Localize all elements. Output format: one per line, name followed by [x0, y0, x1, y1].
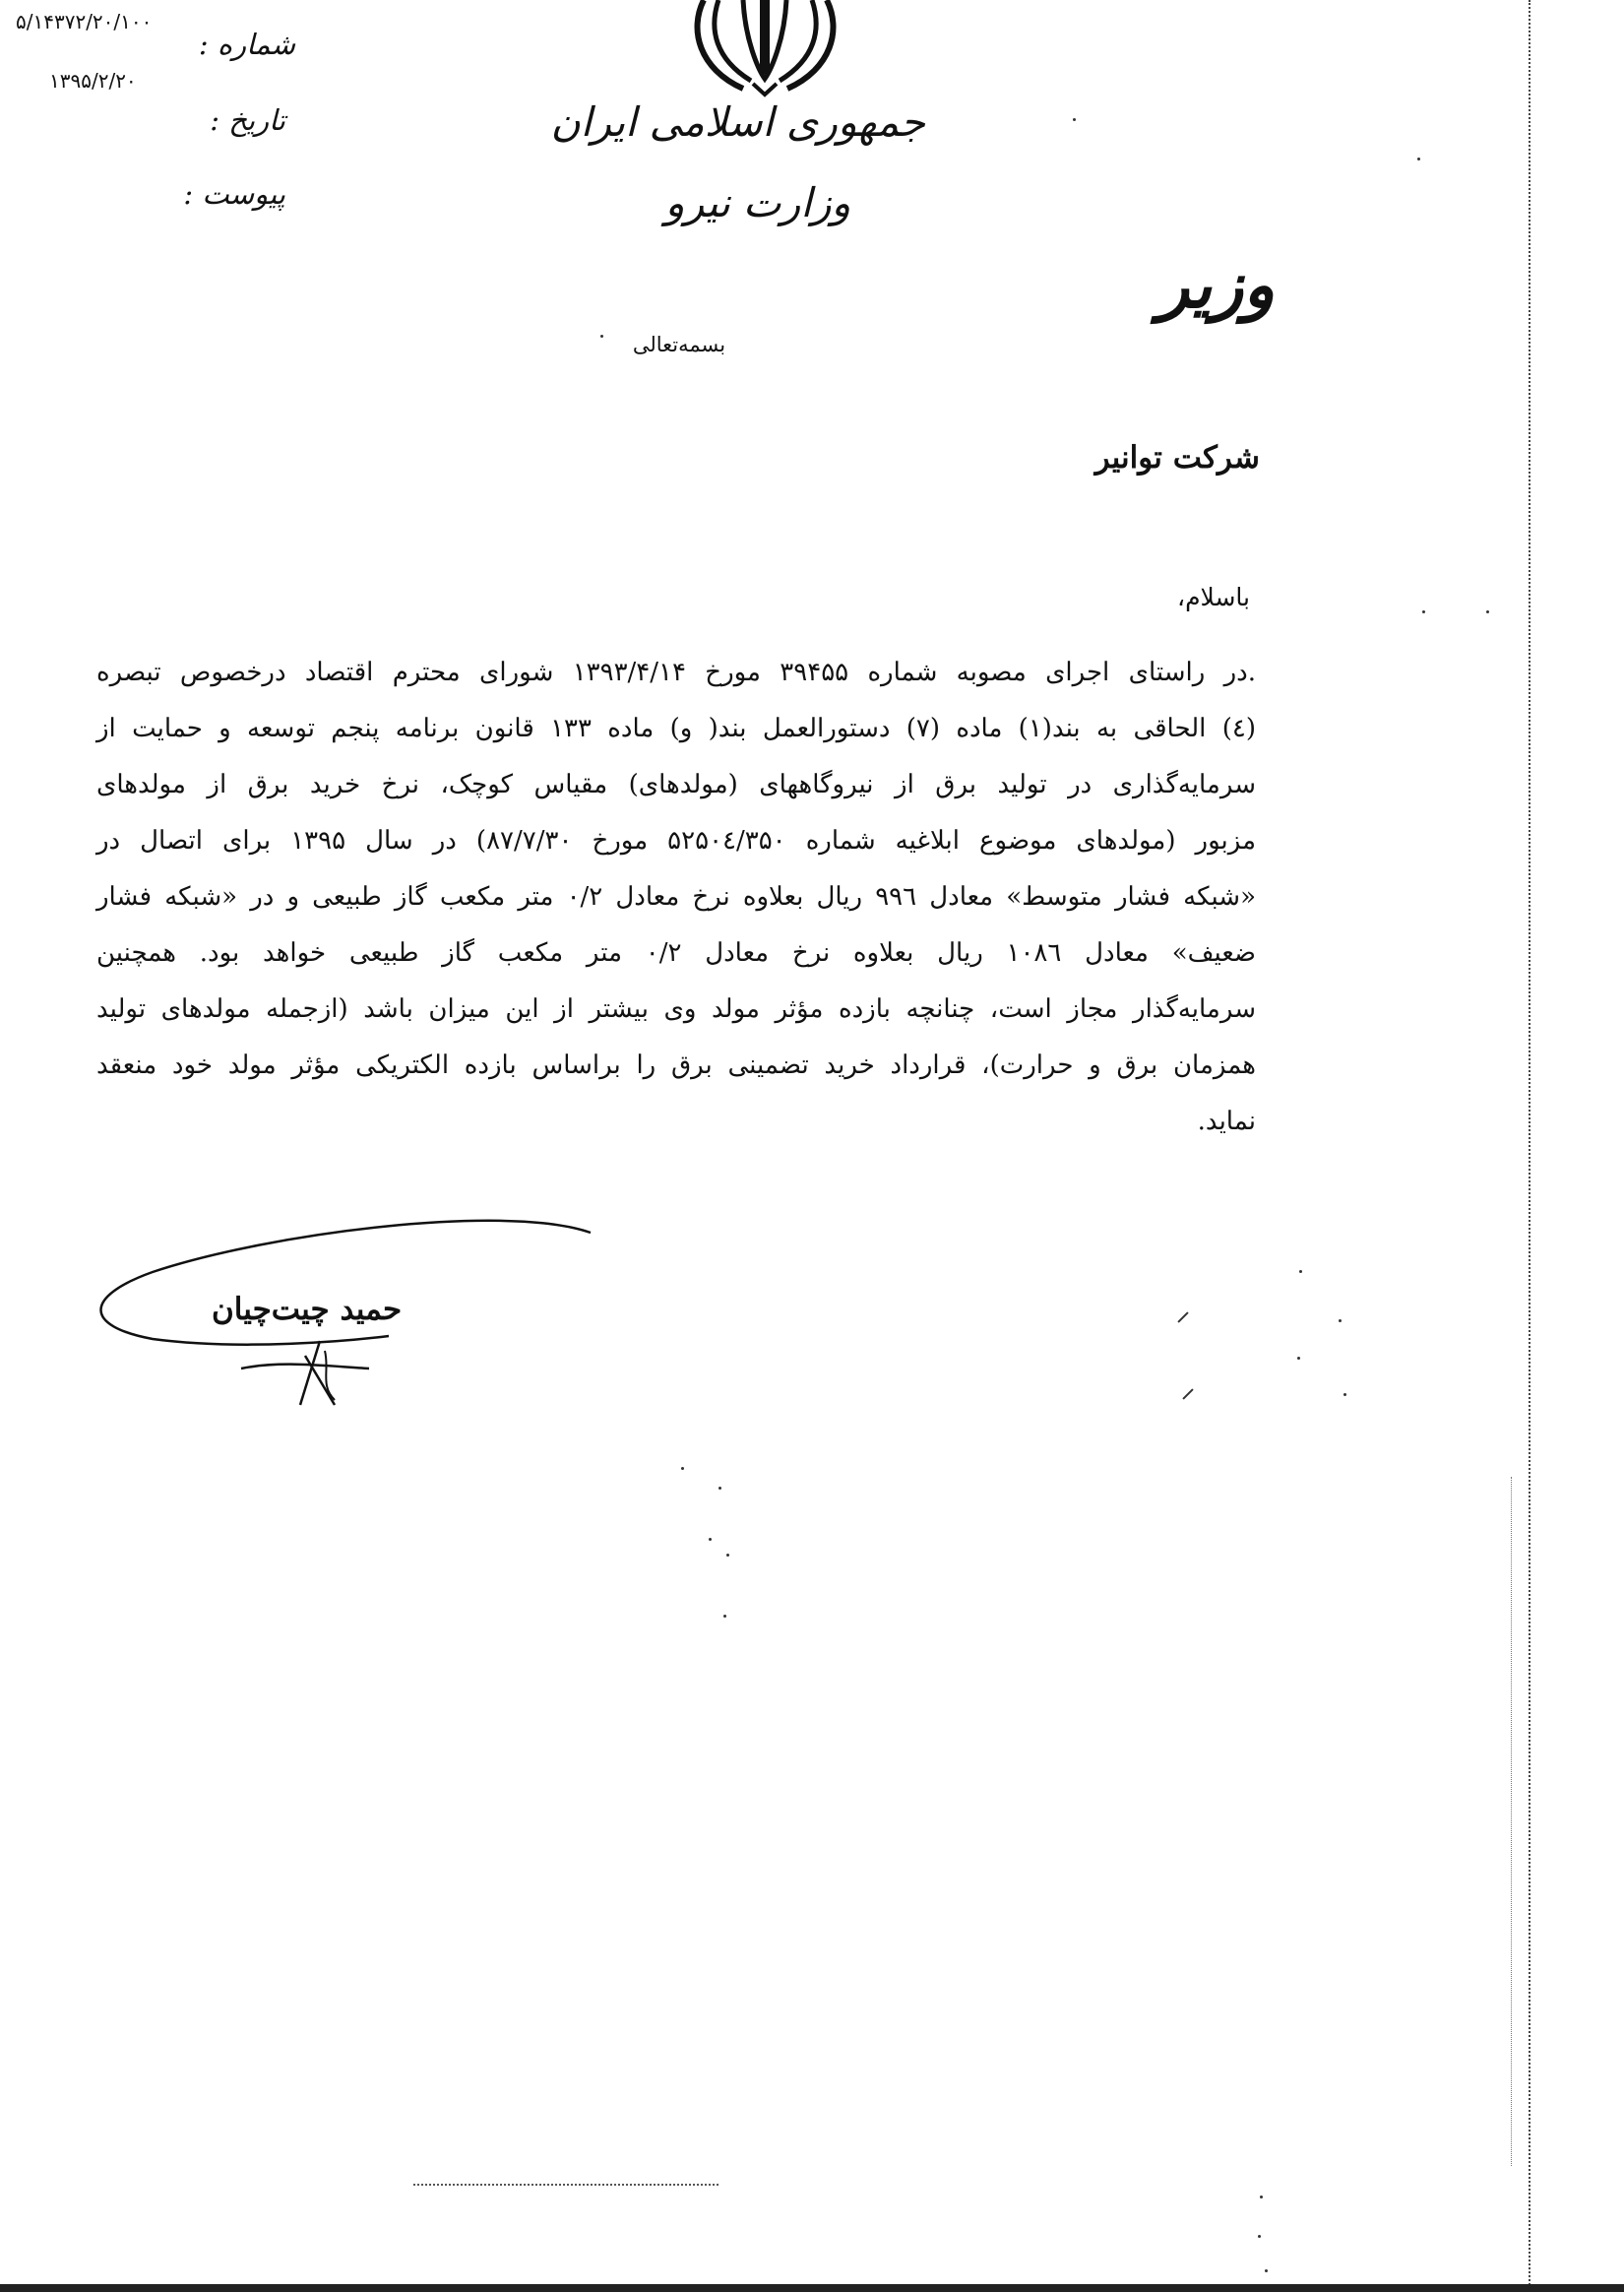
- attachment-label: پیوست :: [183, 177, 285, 211]
- scan-dot: [1265, 2269, 1268, 2272]
- scan-tick: [1182, 1388, 1193, 1399]
- body-line: .در راستای اجرای مصوبه شماره ۳۹۴۵۵ مورخ ۱۳۹۳/۴/۱۴ شورای محترم اقتصاد درخصوص تبصره: [96, 658, 1256, 687]
- scan-dot: [723, 1615, 726, 1618]
- scan-dot: [718, 1487, 721, 1490]
- body-line: ضعیف» معادل ۱۰۸٦ ریال بعلاوه نرخ معادل ۰/۲ متر مکعب گاز طبیعی خواهد بود. همچنین: [96, 938, 1256, 968]
- scan-dot: [709, 1538, 712, 1541]
- letter-number-value: ۵/۱۴۳۷۲/۲۰/۱۰۰: [16, 10, 153, 33]
- emblem-icon: [684, 0, 846, 98]
- body-line: «شبکه فشار متوسط» معادل ۹۹٦ ریال بعلاوه نرخ معادل ۰/۲ متر مکعب گاز طبیعی و در «شبکه فشار: [96, 882, 1257, 912]
- number-label: شماره :: [198, 28, 295, 61]
- signer-name: حمید چیت‌چیان: [212, 1292, 403, 1327]
- scan-bottom-edge: [0, 2284, 1624, 2292]
- scan-dot: [681, 1467, 684, 1470]
- scan-dot: [1258, 2235, 1261, 2238]
- basmala: بسمه‌تعالی: [632, 333, 726, 356]
- scan-dot: [1073, 118, 1076, 121]
- body-line: (٤) الحاقی به بند(۱) ماده (۷) دستورالعمل بند( و) ماده ۱۳۳ قانون برنامه پنجم توسعه و حمایت از: [96, 714, 1256, 743]
- scan-tick: [1177, 1311, 1188, 1322]
- minister-title: وزیر: [1157, 246, 1275, 323]
- scan-mark: [1299, 1270, 1302, 1273]
- body-line: سرمایه‌گذاری در تولید برق از نیروگاههای (مولدهای) مقیاس کوچک، نرخ خرید برق از مولدهای: [96, 770, 1256, 799]
- signature-block: [94, 1213, 605, 1420]
- scan-dot: [1260, 2196, 1263, 2198]
- margin-dotted-line-inner: [1511, 1477, 1512, 2166]
- letter-date-value: ۱۳۹۵/۲/۲۰: [49, 69, 137, 93]
- country-name: جمهوری اسلامی ایران: [550, 98, 925, 146]
- scan-dot: [1339, 1319, 1342, 1322]
- minister-stamp: [1102, 246, 1275, 364]
- scan-dot: [600, 335, 603, 338]
- bottom-dotted-line: [413, 2184, 718, 2188]
- margin-dotted-line: [1529, 0, 1530, 2292]
- salutation: باسلام،: [1177, 583, 1250, 611]
- date-label: تاریخ :: [210, 103, 285, 137]
- scan-dot: [1422, 610, 1425, 613]
- body-line: مزبور (مولدهای موضوع ابلاغیه شماره ۵۲۵۰٤/۳۵۰ مورخ ۸۷/۷/۳۰) در سال ۱۳۹۵ برای اتصال در: [96, 826, 1257, 856]
- scan-dot: [726, 1554, 729, 1557]
- letter-body: [96, 645, 1256, 1150]
- recipient: شرکت توانیر: [1094, 440, 1260, 476]
- body-line: سرمایه‌گذار مجاز است، چنانچه بازده مؤثر مولد وی بیشتر از این میزان باشد (ازجمله مولدهای تولید: [96, 994, 1256, 1024]
- scan-dot: [1486, 610, 1489, 613]
- scan-dot: [1343, 1393, 1346, 1396]
- scan-dot: [1417, 158, 1420, 160]
- body-line: نماید.: [1197, 1107, 1256, 1136]
- scan-mark: [1297, 1357, 1300, 1360]
- ministry-name: وزارت نیرو: [664, 179, 851, 226]
- body-line: همزمان برق و حرارت)، قرارداد خرید تضمینی برق را براساس بازده الکتریکی مؤثر مولد خود منعقد: [96, 1050, 1256, 1080]
